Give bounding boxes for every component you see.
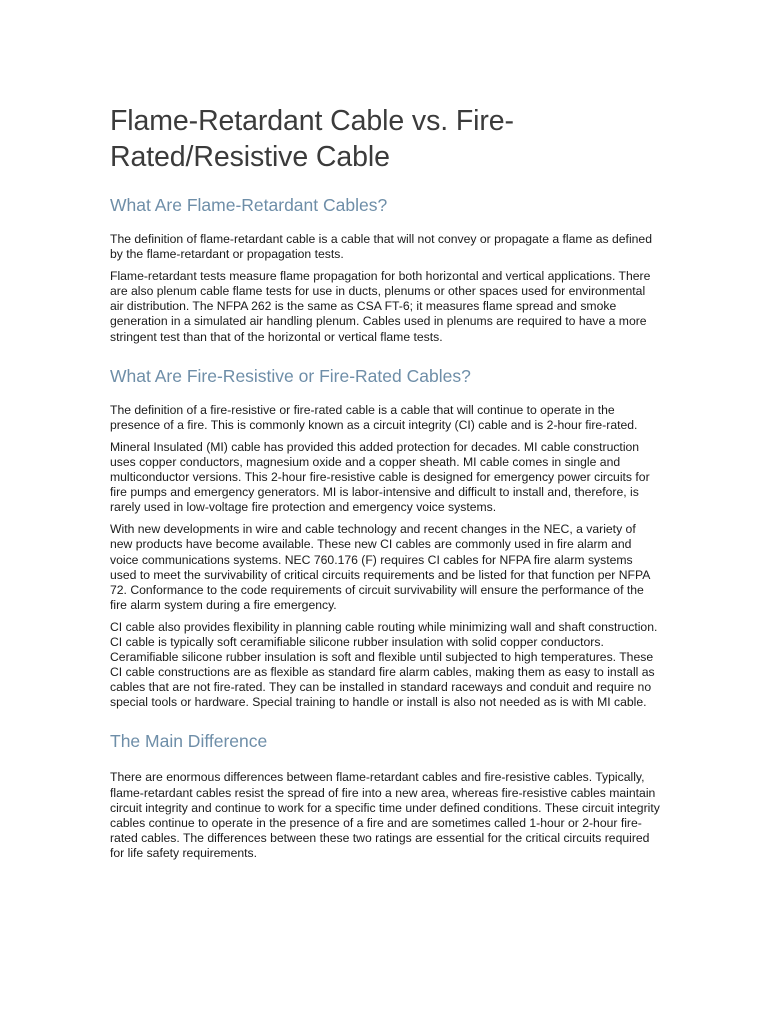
paragraph: There are enormous differences between flame-retardant cables and fire-resistive cables. Typically, flame-retardant cables resist the spread of fire into a new area, whereas fire-resistive cables maintain circuit integrity and continue to work for a specific time under defined conditions. These circuit integrity cables continue to operate in the presence of a fire and are sometimes called 1-hour or 2-hour fire-rated cables. The differences between these two ratings are essential for the critical circuits required for life safety requirements. [110,770,660,860]
paragraph: With new developments in wire and cable technology and recent changes in the NEC, a variety of new products have become available. These new CI cables are commonly used in fire alarm and voice communications systems. NEC 760.176 (F) requires CI cables for NFPA fire alarm systems used to meet the survivability of critical circuits requirements and be listed for that function per NFPA 72. Conformance to the code requirements of circuit survivability will ensure the performance of the fire alarm system during a fire emergency. [110,522,650,612]
paragraph: The definition of a fire-resistive or fire-rated cable is a cable that will continue to operate in the presence of a fire. This is commonly known as a circuit integrity (CI) cable and is 2-hour fire-rated. [110,402,638,432]
paragraph: CI cable also provides flexibility in planning cable routing while minimizing wall and shaft construction. CI cable is typically soft ceramifiable silicone rubber insulation with solid copper conductors. Ceramifiable silicone rubber insulation is soft and flexible until subjected to high temperatures. These CI cable constructions are as flexible as standard fire alarm cables, making them as easy to install as cables that are not fire-rated. They can be installed in standard raceways and conduit and require no special tools or hardware. Special training to handle or install is also not needed as is with MI cable. [110,619,658,710]
paragraph: Flame-retardant tests measure flame propagation for both horizontal and vertical applications. There are also plenum cable flame tests for use in ducts, plenums or other spaces used for environmental air distribution. The NFPA 262 is the same as CSA FT-6; it measures flame spread and smoke generation in a simulated air handling plenum. Cables used in plenums are required to have a more stringent test than that of the horizontal or vertical flame tests. [110,269,651,344]
paragraph: Mineral Insulated (MI) cable has provided this added protection for decades. MI cable construction uses copper conductors, magnesium oxide and a copper sheath. MI cable comes in single and multiconductor versions. This 2-hour fire-resistive cable is designed for emergency power circuits for fire pumps and emergency generators. MI is labor-intensive and difficult to install and, therefore, is rarely used in low-voltage fire protection and emergency voice systems. [110,439,650,515]
section-main-difference [110,730,660,861]
paragraph: The definition of flame-retardant cable is a cable that will not convey or propagate a flame as defined by the flame-retardant or propagation tests. [110,232,652,262]
section-flame-retardant [110,194,660,345]
section-heading: What Are Flame-Retardant Cables? [110,195,388,215]
section-heading: The Main Difference [110,731,268,752]
document-title: Flame-Retardant Cable vs. Fire-Rated/Resistive Cable [110,105,514,173]
section-fire-resistive [110,365,660,711]
section-heading: What Are Fire-Resistive or Fire-Rated Cables? [110,365,471,386]
document-page [110,103,660,868]
